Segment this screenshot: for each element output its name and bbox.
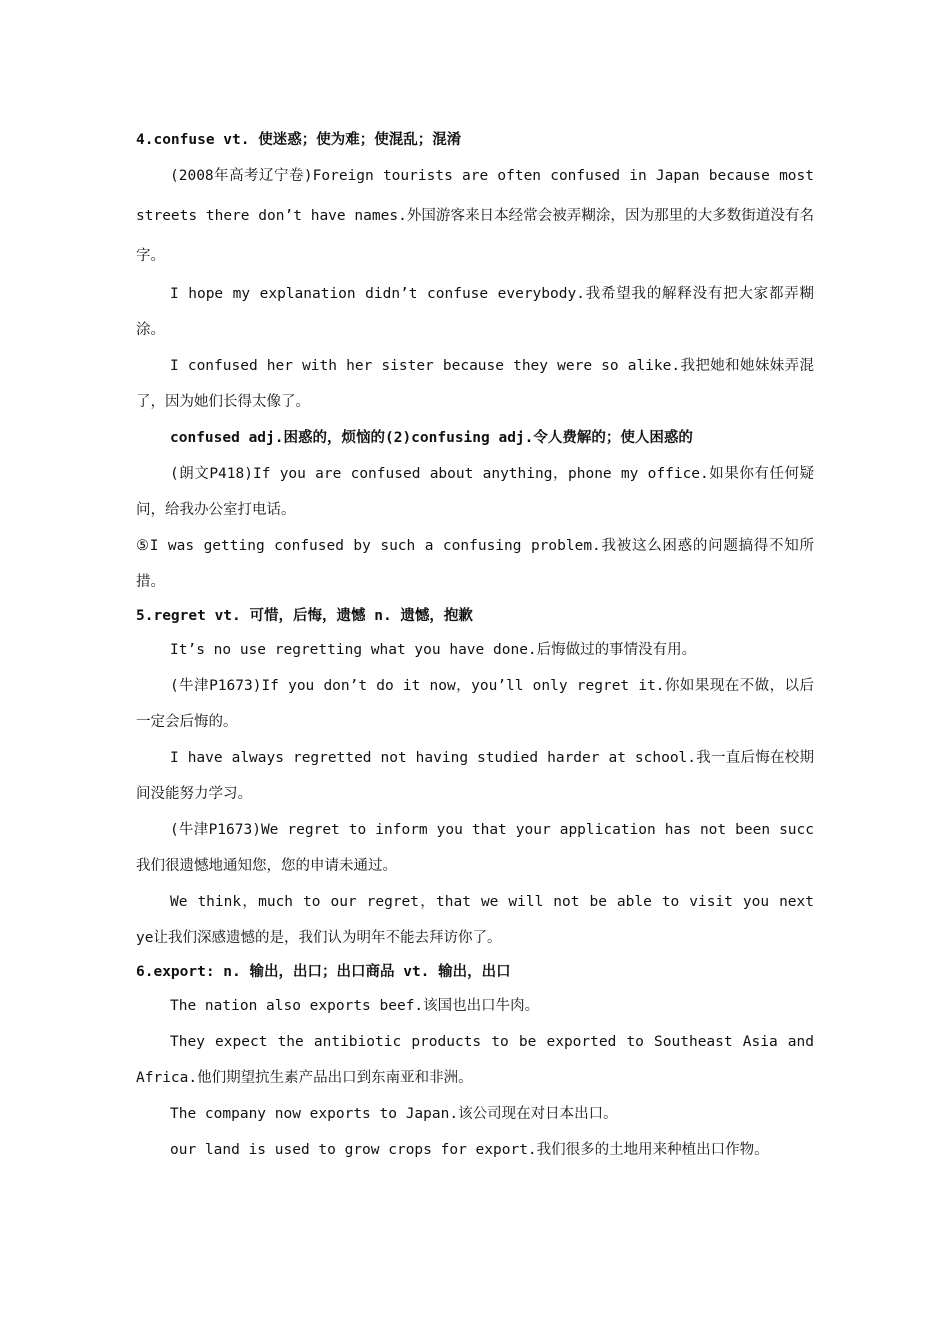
paragraph: (2008年高考辽宁卷)Foreign tourists are often confused in Japan because most streets there don’t have names.外国游客来日本经常会被弄糊涂，因为那里的大多数街道没有名字。 bbox=[136, 168, 814, 264]
heading-export: 6.export: n. 输出，出口；出口商品 vt. 输出，出口 bbox=[136, 964, 511, 980]
paragraph: (朗文P418)If you are confused about anything，phone my office.如果你有任何疑问，给我办公室打电话。 bbox=[136, 466, 814, 518]
paragraph: I confused her with her sister because they were so alike.我把她和她妹妹弄混了，因为她们长得太像了。 bbox=[136, 358, 814, 410]
paragraph: I hope my explanation didn’t confuse everybody.我希望我的解释没有把大家都弄糊涂。 bbox=[136, 286, 814, 338]
subheading-confused: confused adj.困惑的，烦恼的(2)confusing adj.令人费解的；使人困惑的 bbox=[170, 430, 693, 446]
heading-confuse: 4.confuse vt. 使迷惑；使为难；使混乱；混淆 bbox=[136, 132, 462, 148]
paragraph: ⑤I was getting confused by such a confusing problem.我被这么困惑的问题搞得不知所措。 bbox=[136, 538, 814, 590]
paragraph: The nation also exports beef.该国也出口牛肉。 bbox=[170, 998, 540, 1014]
paragraph: I have always regretted not having studied harder at school.我一直后悔在校期间没能努力学习。 bbox=[136, 750, 814, 802]
document-page bbox=[136, 124, 814, 1168]
paragraph: (牛津P1673)We regret to inform you that your application has not been succ我们很遗憾地通知您，您的申请未通过。 bbox=[136, 822, 814, 874]
paragraph: They expect the antibiotic products to be exported to Southeast Asia and Africa.他们期望抗生素产品出口到东南亚和非洲。 bbox=[136, 1034, 814, 1086]
paragraph: It’s no use regretting what you have done.后悔做过的事情没有用。 bbox=[170, 642, 697, 658]
paragraph: our land is used to grow crops for export.我们很多的土地用来种植出口作物。 bbox=[170, 1142, 769, 1158]
heading-regret: 5.regret vt. 可惜，后悔，遗憾 n. 遗憾，抱歉 bbox=[136, 608, 473, 624]
paragraph: (牛津P1673)If you don’t do it now，you’ll only regret it.你如果现在不做，以后一定会后悔的。 bbox=[136, 678, 814, 730]
paragraph: We think，much to our regret，that we will not be able to visit you next ye让我们深感遗憾的是，我们认为明年不能去拜访你了。 bbox=[136, 894, 814, 946]
paragraph: The company now exports to Japan.该公司现在对日本出口。 bbox=[170, 1106, 618, 1122]
